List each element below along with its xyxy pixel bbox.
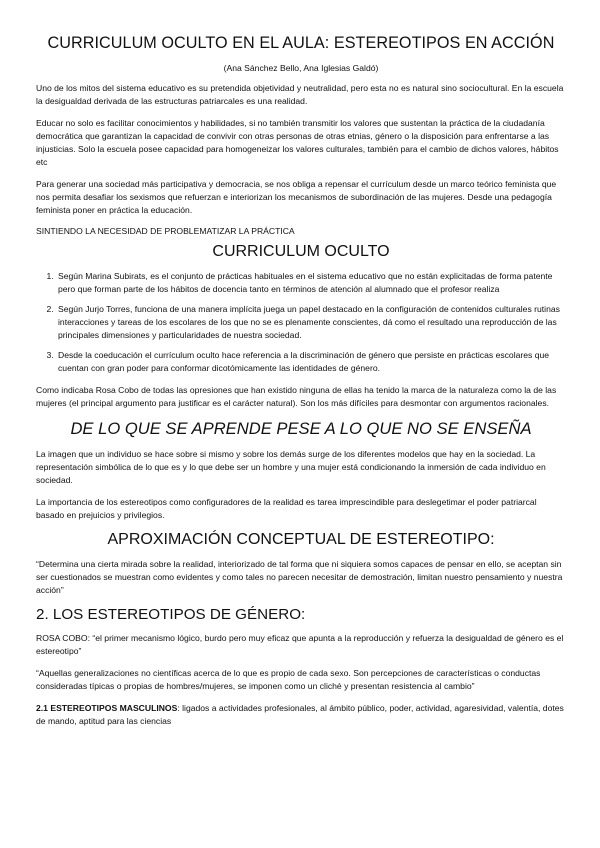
definition-list	[36, 270, 566, 375]
intro-paragraph-2: Educar no solo es facilitar conocimientos y habilidades, si no también transmitir los valores que sustentan la práctica de la ciudadanía democrática que garantizan la capacidad de convivir con otras personas de otras etnias, género o la disposición para enfrentarse a las injusticias. Solo la escuela posee capacidad para homogeneizar los valores culturales, también para el cambio de dichos valores, hábitos etc	[36, 118, 559, 167]
section-heading-estereotipo: APROXIMACIÓN CONCEPTUAL DE ESTEREOTIPO:	[107, 531, 495, 548]
section-heading-curriculum-oculto: CURRICULUM OCULTO	[212, 243, 390, 260]
generalizaciones-quote: “Aquellas generalizaciones no científicas acerca de lo que es propio de cada sexo. Son percepciones de características o conductas consideradas típicas o propias de hombres/mujeres, se imponen como un cliché y presentan resistencia al cambio”	[36, 668, 541, 691]
section-heading-aprende: DE LO QUE SE APRENDE PESE A LO QUE NO SE ENSEÑA	[70, 419, 532, 438]
authors: (Ana Sánchez Bello, Ana Iglesias Galdó)	[223, 63, 379, 73]
masculinos-paragraph	[36, 702, 566, 728]
section2-paragraph-2: La importancia de los estereotipos como configuradores de la realidad es tarea imprescindible para deslegetimar el poder patriarcal basado en prejuicios y privilegios.	[36, 497, 537, 520]
closing-paragraph: Como indicaba Rosa Cobo de todas las opresiones que han existido ninguna de ellas ha tenido la marca de la naturaleza como la de las mujeres (el principal argumento para justificar es el carácter natural). Son los más difíciles para desmontar con argumentos racionales.	[36, 385, 557, 408]
section-heading-genero: 2. LOS ESTEREOTIPOS DE GÉNERO:	[36, 606, 306, 623]
document-page	[36, 34, 566, 737]
intro-paragraph-1: Uno de los mitos del sistema educativo es su pretendida objetividad y neutralidad, pero esta no es natural sino sociocultural. En la escuela la desigualdad derivada de las estructuras patriarcales es una realidad.	[36, 83, 564, 106]
estereotipo-quote: “Determina una cierta mirada sobre la realidad, interiorizado de tal forma que ni siquiera somos capaces de pensar en ello, se aceptan sin ser cuestionados se muestran como evidentes y como tales no parecen necesitar de demostración, limitan nuestro pensamiento y nuestra acción”	[36, 559, 563, 595]
list-item: 3. Desde la coeducación el currículum oculto hace referencia a la discriminación de género que persiste en prácticas escolares que cuentan con gran poder para conformar dicotómicamente las identidades de género.	[56, 349, 566, 375]
list-item: 1. Según Marina Subirats, es el conjunto de prácticas habituales en el sistema educativo que no están explicitadas de forma patente pero que forman parte de los hábitos de docencia tanto en términos de atención al alumnado que el profesor realiza	[56, 270, 566, 296]
list-item: 2. Según Jurjo Torres, funciona de una manera implícita juega un papel destacado en la configuración de contenidos culturales rutinas interacciones y tareas de los escolares de los que no se es plenamente conscientes, dá como el resultado una reproducción de las principales dimensiones y particularidades de nuestra sociedad.	[56, 303, 566, 342]
masculinos-label: 2.1 ESTEREOTIPOS MASCULINOS	[36, 703, 178, 713]
section2-paragraph-1: La imagen que un individuo se hace sobre si mismo y sobre los demás surge de los diferentes modelos que hay en la sociedad. La representación simbólica de lo que es y lo que debe ser un hombre y una mujer está condicionando la inmersión de cada individuo en sociedad.	[36, 449, 546, 485]
subheading: SINTIENDO LA NECESIDAD DE PROBLEMATIZAR LA PRÁCTICA	[36, 226, 295, 236]
intro-paragraph-3: Para generar una sociedad más participativa y democracia, se nos obliga a repensar el currículum desde un marco teórico feminista que nos permita desafiar los sexismos que refuerzan e interiorizan los mecanismos de subordinación de las mujeres. Desde una pedagogía feminista poner en práctica la educación.	[36, 179, 557, 215]
masculinos-text: : ligados a actividades profesionales, al ámbito público, poder, actividad, agaresividad, valentía, dotes de mando, aptitud para las ciencias	[36, 703, 564, 726]
document-title: CURRICULUM OCULTO EN EL AULA: ESTEREOTIPOS EN ACCIÓN	[47, 34, 555, 52]
rosa-cobo-quote: ROSA COBO: “el primer mecanismo lógico, burdo pero muy eficaz que apunta a la reproducción y refuerza la desigualdad de género es el estereotipo”	[36, 633, 564, 656]
